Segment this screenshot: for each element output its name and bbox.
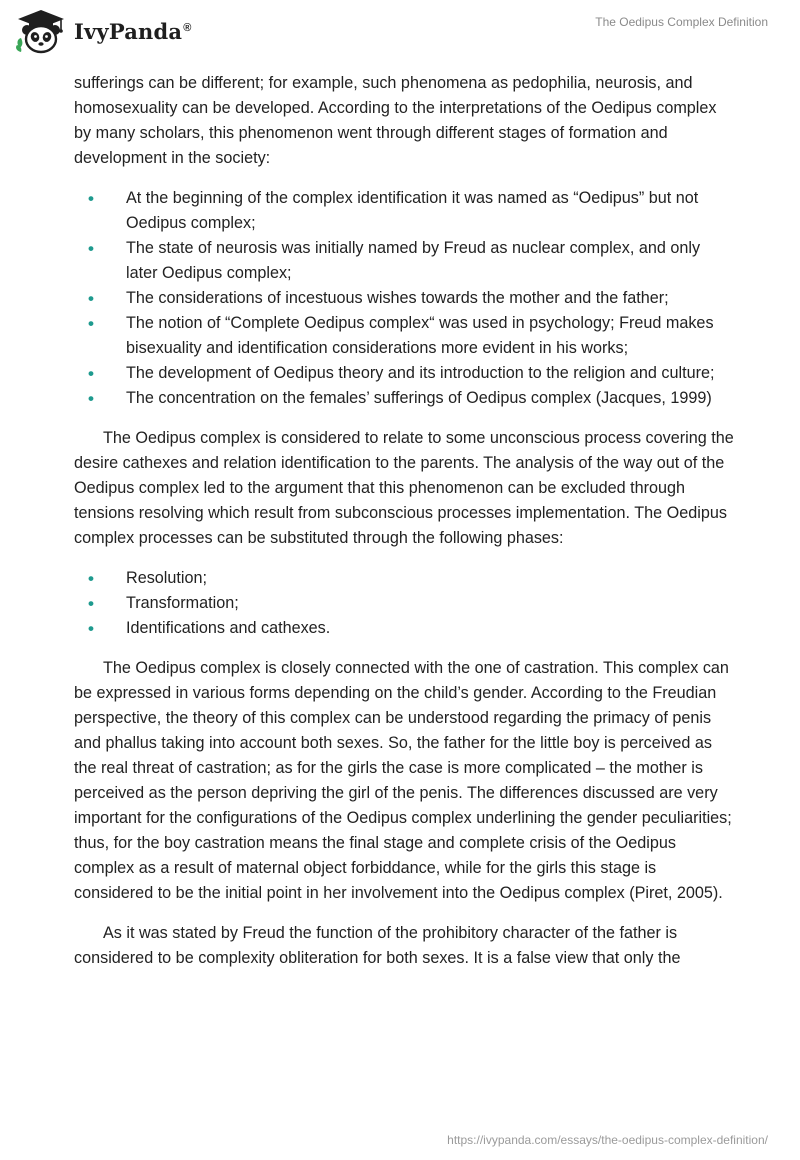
logo-wordmark	[74, 19, 192, 44]
paragraph-3: The Oedipus complex is closely connected with the one of castration. This complex can be expressed in various forms depending on the child’s gender. According to the Freudian perspective, the theory of this complex can be understood regarding the primacy of penis and phallus taking into account both sexes. So, the father for the little boy is perceived as the real threat of castration; as for the girls the case is more complicated – the mother is perceived as the person depriving the girl of the penis. The differences discussed are very important for the configurations of the Oedipus complex underlining the gender peculiarities; thus, for the boy castration means the final stage and complete crisis of the Oedipus complex as a result of maternal object forbiddance, while for the girls this stage is considered to be the initial point in her involvement into the Oedipus complex (Piret, 2005).	[74, 659, 732, 902]
list-item-text: Identifications and cathexes.	[126, 619, 331, 637]
ivypanda-logo[interactable]	[14, 8, 192, 54]
source-url-link[interactable]: https://ivypanda.com/essays/the-oedipus-complex-definition/	[447, 1133, 768, 1147]
logo-name: IvyPanda	[74, 18, 183, 44]
phases-list	[74, 566, 734, 641]
panda-graduate-icon	[14, 8, 68, 54]
list-item-text: The development of Oedipus theory and its introduction to the religion and culture;	[126, 364, 715, 382]
list-item-text: Resolution;	[126, 569, 207, 587]
list-item	[74, 591, 734, 616]
page-header	[0, 0, 800, 62]
list-item	[74, 311, 734, 361]
list-item-text: Transformation;	[126, 594, 239, 612]
list-item	[74, 361, 734, 386]
bullet-icon: •	[88, 364, 94, 383]
list-item-text: The state of neurosis was initially named by Freud as nuclear complex, and only later Oedipus complex;	[126, 239, 701, 282]
list-item	[74, 566, 734, 591]
registered-mark: ®	[183, 21, 192, 34]
list-item-text: The notion of “Complete Oedipus complex“ was used in psychology; Freud makes bisexuality and identification considerations more evident in his works;	[126, 314, 714, 357]
list-item	[74, 286, 734, 311]
bullet-icon: •	[88, 314, 94, 333]
document-title: The Oedipus Complex Definition	[595, 15, 768, 29]
list-item	[74, 186, 734, 236]
list-item	[74, 236, 734, 286]
bullet-icon: •	[88, 189, 94, 208]
list-item-text: The considerations of incestuous wishes towards the mother and the father;	[126, 289, 669, 307]
list-item	[74, 616, 734, 641]
bullet-icon: •	[88, 389, 94, 408]
bullet-icon: •	[88, 619, 94, 638]
list-item-text: At the beginning of the complex identification it was named as “Oedipus” but not Oedipus complex;	[126, 189, 699, 232]
bullet-icon: •	[88, 239, 94, 258]
formation-stages-list	[74, 186, 734, 411]
bullet-icon: •	[88, 569, 94, 588]
paragraph-2: The Oedipus complex is considered to relate to some unconscious process covering the desire cathexes and relation identification to the parents. The analysis of the way out of the Oedipus complex led to the argument that this phenomenon can be excluded through tensions resolving which result from subconscious processes implementation. The Oedipus complex processes can be substituted through the following phases:	[74, 429, 734, 547]
bullet-icon: •	[88, 594, 94, 613]
list-item	[74, 386, 734, 411]
list-item-text: The concentration on the females’ sufferings of Oedipus complex (Jacques, 1999)	[126, 389, 712, 407]
essay-body	[74, 71, 734, 971]
paragraph-1: sufferings can be different; for example, such phenomena as pedophilia, neurosis, and homosexuality can be developed. According to the interpretations of the Oedipus complex by many scholars, this phenomenon went through different stages of formation and development in the society:	[74, 74, 717, 167]
bullet-icon: •	[88, 289, 94, 308]
paragraph-4: As it was stated by Freud the function of the prohibitory character of the father is considered to be complexity obliteration for both sexes. It is a false view that only the	[74, 924, 681, 967]
